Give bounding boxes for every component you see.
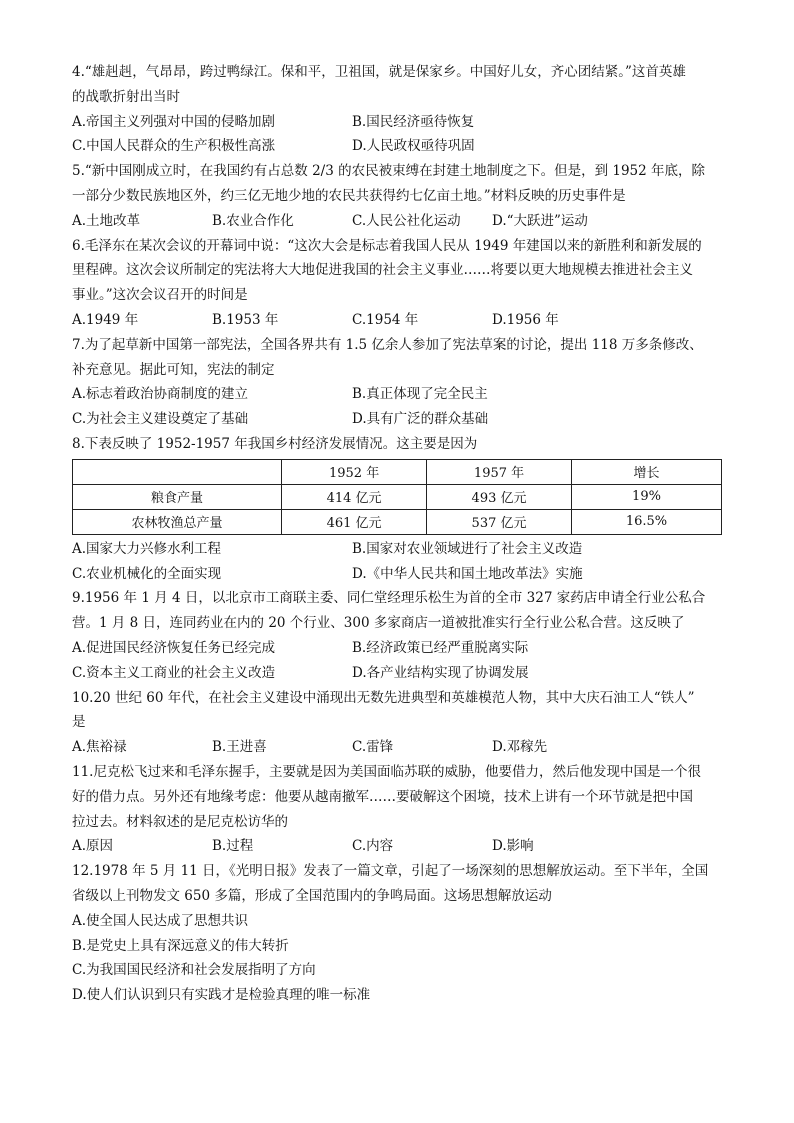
option-b: B.农业合作化: [212, 212, 294, 229]
option-a: A.焦裕禄: [72, 739, 127, 756]
option-c: C.1954 年: [352, 311, 419, 328]
question-text: 6.毛泽东在某次会议的开幕词中说：“这次大会是标志着我国人民从 1949 年建国以来的新胜利和新发展的: [72, 237, 702, 254]
option-b: B.过程: [212, 838, 254, 855]
table-cell: 农林牧渔总产量: [73, 509, 282, 534]
table-cell: 493 亿元: [427, 484, 572, 509]
option-a: A.帝国主义列强对中国的侵略加剧: [72, 113, 276, 130]
options-row: [72, 110, 724, 135]
question-12: [72, 859, 724, 1008]
option-a: A.使全国人民达成了思想共识: [72, 912, 249, 929]
option-b: B.国民经济亟待恢复: [352, 113, 475, 130]
option-a: A.土地改革: [72, 212, 141, 229]
option-a: A.标志着政治协商制度的建立: [72, 386, 249, 403]
question-text: 事业。”这次会议召开的时间是: [72, 287, 248, 304]
options-row: [72, 537, 724, 562]
question-text: 7.为了起草新中国第一部宪法，全国各界共有 1.5 亿余人参加了宪法草案的讨论，提出 118 万多条修改、: [72, 336, 703, 353]
question-text: 12.1978 年 5 月 11 日，《光明日报》发表了一篇文章，引起了一场深刻的思想解放运动。至下半年，全国: [72, 863, 709, 880]
options-row: [72, 407, 724, 432]
question-text: 的战歌折射出当时: [72, 88, 180, 105]
question-text: 11.尼克松飞过来和毛泽东握手，主要就是因为美国面临苏联的威胁，他要借力，然后他发现中国是一个很: [72, 763, 701, 780]
table-cell: 19%: [572, 484, 722, 509]
table-cell: 537 亿元: [427, 509, 572, 534]
question-text: 9.1956 年 1 月 4 日，以北京市工商联主委、同仁堂经理乐松生为首的全市 327 家药店申请全行业公私合: [72, 590, 706, 607]
question-11: [72, 760, 724, 859]
question-6: [72, 234, 724, 333]
option-d: D.《中华人民共和国土地改革法》实施: [352, 565, 583, 582]
question-text: 拉过去。材料叙述的是尼克松访华的: [72, 813, 288, 830]
options-row: [72, 735, 724, 760]
option-d: D.邓稼先: [492, 739, 548, 756]
question-text: 是: [72, 714, 86, 731]
table-header-cell: [73, 459, 282, 484]
option-b: B.王进喜: [212, 739, 267, 756]
option-b: B.是党史上具有深远意义的伟大转折: [72, 937, 289, 954]
options-row: [72, 308, 724, 333]
option-a: A.促进国民经济恢复任务已经完成: [72, 639, 276, 656]
option-c: C.中国人民群众的生产积极性高涨: [72, 138, 276, 155]
question-text: 省级以上刊物发文 650 多篇，形成了全国范围内的争鸣局面。这场思想解放运动: [72, 887, 552, 904]
option-c: C.内容: [352, 838, 394, 855]
question-text: 补充意见。据此可知，宪法的制定: [72, 361, 275, 378]
table-cell: 414 亿元: [282, 484, 427, 509]
options-row: [72, 562, 724, 587]
question-text: 一部分少数民族地区外，约三亿无地少地的农民共获得约七亿亩土地。”材料反映的历史事件是: [72, 187, 626, 204]
table-header-row: [73, 459, 722, 484]
option-d: D.人民政权亟待巩固: [352, 138, 475, 155]
option-d: D.1956 年: [492, 311, 559, 328]
question-10: [72, 686, 724, 760]
question-text: 里程碑。这次会议所制定的宪法将大大地促进我国的社会主义事业……将要以更大地规模去推进社会主义: [72, 262, 693, 279]
option-c: C.资本主义工商业的社会主义改造: [72, 664, 276, 681]
question-8: [72, 432, 724, 586]
options-row: [72, 134, 724, 159]
options-row: [72, 834, 724, 859]
question-text: 好的借力点。另外还有地缘考虑：他要从越南撤军……要破解这个困境，技术上讲有一个环节就是把中国: [72, 788, 693, 805]
option-c: C.为我国国民经济和社会发展指明了方向: [72, 962, 316, 979]
option-c: C.为社会主义建设奠定了基础: [72, 411, 249, 428]
table-header-cell: 1952 年: [282, 459, 427, 484]
option-b: B.经济政策已经严重脱离实际: [352, 639, 529, 656]
question-text: 5.“新中国刚成立时，在我国约有占总数 2/3 的农民被束缚在封建土地制度之下。但是，到 1952 年底，除: [72, 163, 706, 180]
table-cell: 16.5%: [572, 509, 722, 534]
question-text: 营。1 月 8 日，连同药业在内的 20 个行业、300 多家商店一道被批准实行全行业公私合营。这反映了: [72, 615, 685, 632]
option-b: B.1953 年: [212, 311, 279, 328]
options-row: [72, 209, 724, 234]
option-a: A.原因: [72, 838, 114, 855]
question-text: 8.下表反映了 1952-1957 年我国乡村经济发展情况。这主要是因为: [72, 435, 478, 452]
option-d: D.各产业结构实现了协调发展: [352, 664, 529, 681]
table-row: [73, 509, 722, 534]
option-c: C.雷锋: [352, 739, 394, 756]
exam-page: [72, 60, 724, 1008]
option-d: D.使人们认识到只有实践才是检验真理的唯一标准: [72, 987, 371, 1004]
table-cell: 461 亿元: [282, 509, 427, 534]
question-7: [72, 333, 724, 432]
table-header-cell: 增长: [572, 459, 722, 484]
option-d: D.具有广泛的群众基础: [352, 411, 489, 428]
options-row: [72, 382, 724, 407]
options-row: [72, 636, 724, 661]
option-a: A.1949 年: [72, 311, 139, 328]
option-c: C.农业机械化的全面实现: [72, 565, 222, 582]
option-b: B.真正体现了完全民主: [352, 386, 488, 403]
question-9: [72, 586, 724, 685]
table-row: [73, 484, 722, 509]
option-b: B.国家对农业领域进行了社会主义改造: [352, 540, 583, 557]
question-5: [72, 159, 724, 233]
question-text: 10.20 世纪 60 年代，在社会主义建设中涌现出无数先进典型和英雄模范人物，其中大庆石油工人“铁人”: [72, 689, 695, 706]
option-a: A.国家大力兴修水利工程: [72, 540, 222, 557]
option-c: C.人民公社化运动: [352, 212, 461, 229]
option-d: D.影响: [492, 838, 534, 855]
question-text: 4.“雄赳赳，气昂昂，跨过鸭绿江。保和平，卫祖国，就是保家乡。中国好儿女，齐心团结紧。”这首英雄: [72, 64, 686, 80]
data-table: [72, 459, 722, 535]
table-header-cell: 1957 年: [427, 459, 572, 484]
question-4: [72, 60, 724, 159]
options-row: [72, 661, 724, 686]
table-cell: 粮食产量: [73, 484, 282, 509]
option-d: D.“大跃进”运动: [492, 212, 588, 229]
